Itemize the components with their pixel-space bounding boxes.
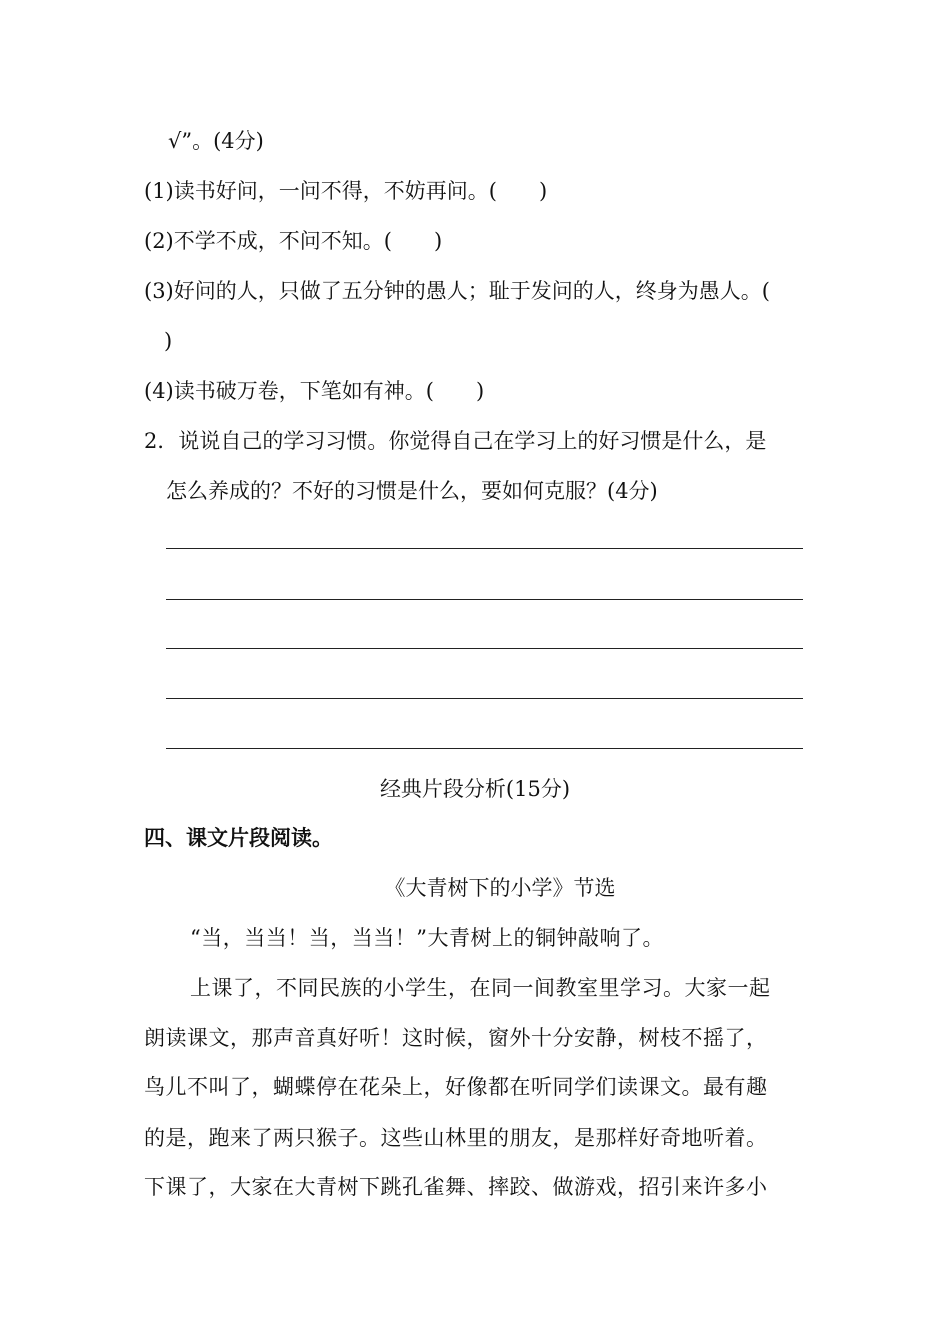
- question-1-item-3-continued: ): [164, 329, 173, 353]
- passage-line-6: 下课了，大家在大青树下跳孔雀舞、摔跤、做游戏，招引来许多小: [144, 1175, 768, 1199]
- question-1-item-4: (4)读书破万卷，下笔如有神。( ): [144, 379, 485, 403]
- passage-line-3: 朗读课文，那声音真好听！这时候，窗外十分安静，树枝不摇了，: [144, 1026, 768, 1050]
- passage-title: 《大青树下的小学》节选: [384, 876, 616, 900]
- question-2-line-2: 怎么养成的？不好的习惯是什么，要如何克服？(4分): [166, 479, 658, 503]
- question-1-tail: √”。(4分): [168, 129, 264, 153]
- question-1-item-1: (1)读书好问，一问不得，不妨再问。( ): [144, 179, 548, 203]
- passage-line-4: 鸟儿不叫了，蝴蝶停在花朵上，好像都在听同学们读课文。最有趣: [144, 1075, 768, 1099]
- question-1-item-3: (3)好问的人，只做了五分钟的愚人；耻于发问的人，终身为愚人。(: [144, 279, 770, 303]
- question-1-item-2: (2)不学不成，不问不知。( ): [144, 229, 443, 253]
- answer-line[interactable]: [166, 748, 803, 749]
- part-4-heading: 四、课文片段阅读。: [144, 826, 333, 850]
- answer-line[interactable]: [166, 698, 803, 699]
- section-title: 经典片段分析(15分): [379, 777, 571, 801]
- answer-line[interactable]: [166, 599, 803, 600]
- answer-line[interactable]: [166, 548, 803, 549]
- question-2-line-1: 2．说说自己的学习习惯。你觉得自己在学习上的好习惯是什么，是: [144, 429, 767, 453]
- passage-line-1: “当，当当！当，当当！”大青树上的铜钟敲响了。: [190, 926, 664, 950]
- answer-line[interactable]: [166, 648, 803, 649]
- passage-line-2: 上课了，不同民族的小学生，在同一间教室里学习。大家一起: [190, 976, 771, 1000]
- passage-line-5: 的是，跑来了两只猴子。这些山林里的朋友，是那样好奇地听着。: [144, 1126, 768, 1150]
